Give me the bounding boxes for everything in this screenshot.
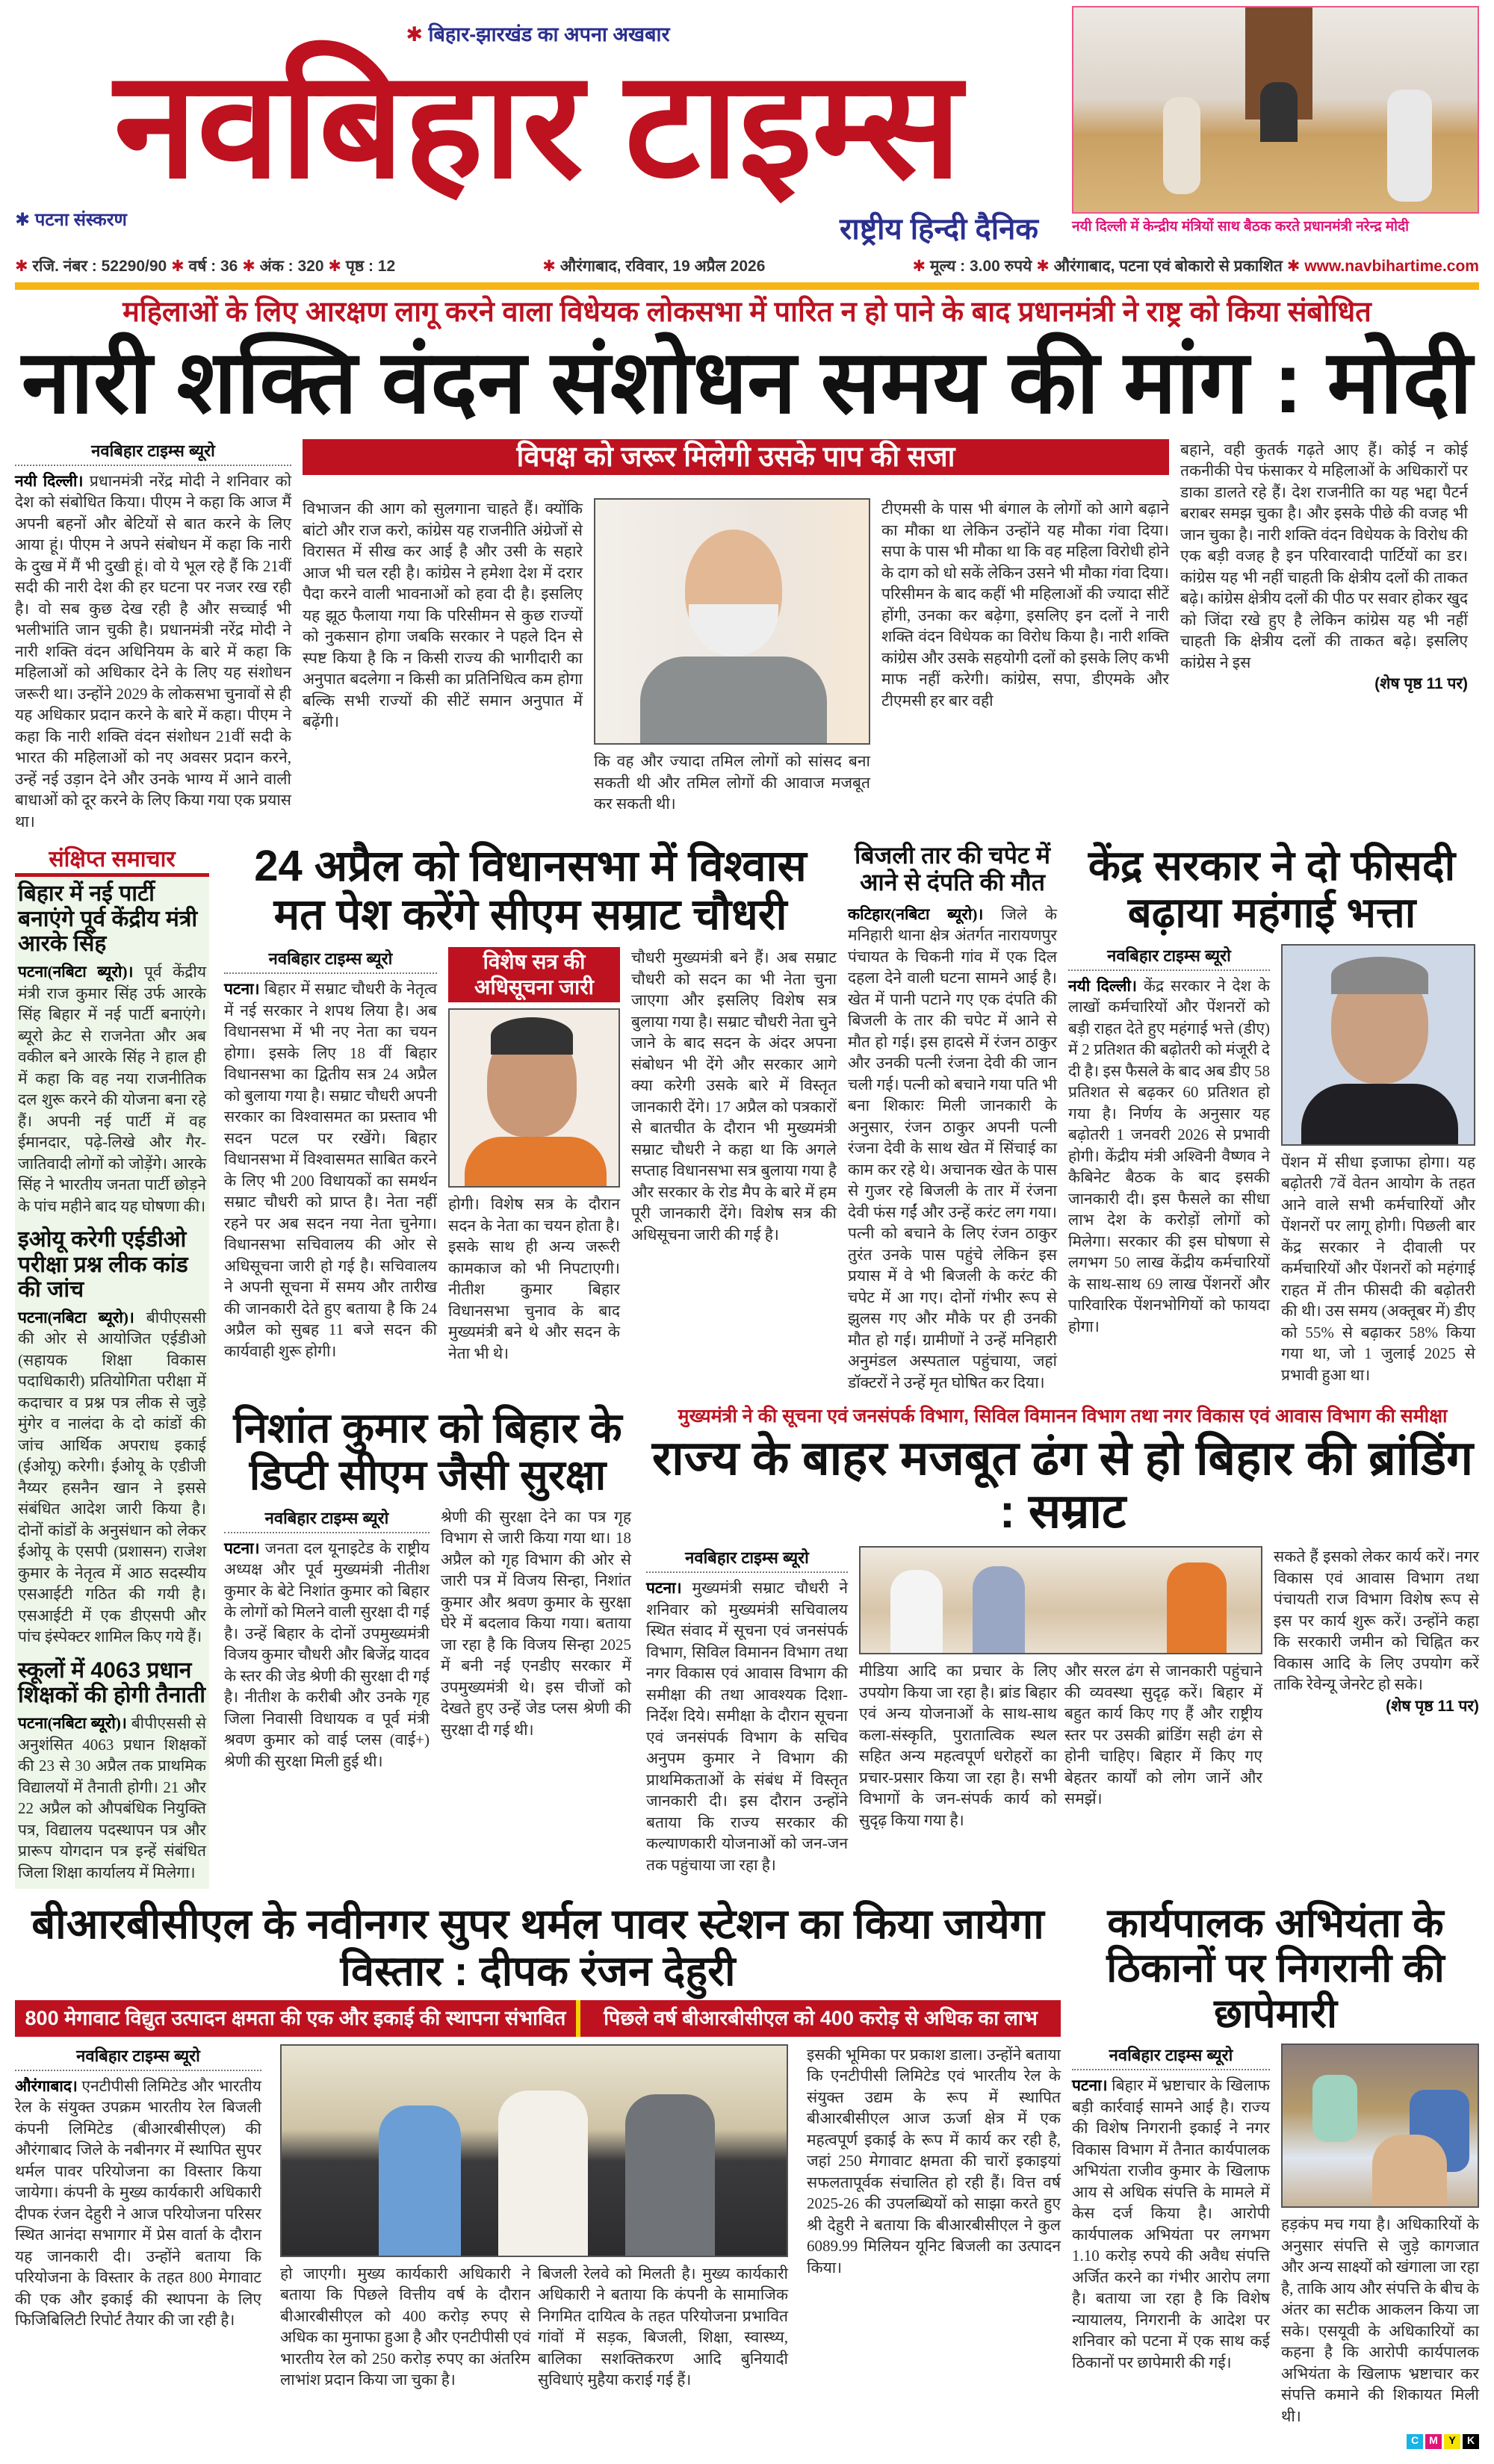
brbcl-col-1 (15, 2076, 261, 2331)
branding-columns (646, 1546, 1479, 1875)
press-conference-photo (280, 2044, 788, 2257)
briefs-sidebar (15, 842, 209, 1889)
pm-meeting-photo (1072, 6, 1479, 214)
da-col-1-wrap (1068, 944, 1270, 1338)
brbcl-bureau: नवबिहार टाइम्स ब्यूरो (15, 2044, 261, 2071)
assembly-col-3: चौधरी मुख्यमंत्री बने हैं। अब सम्राट चौधरी को सदन का भी नेता चुना जाएगा और इसलिए विशेष सत्र बुलाया गया है। सम्राट चौधरी नेता चुने जाने के बाद सदन के अंदर अपना संबोधन भी देंगे और सरकार आगे क्या करेगी उसके बारे में विस्तृत जानकारी देंगे। 17 अप्रैल को पत्रकारों से बातचीत के दौरान भी मुख्यमंत्री सम्राट चौधरी ने कहा था कि अगले सप्ताह विधानसभा सत्र बुलाया गया है और सरकार के रोड मैप के बारे में हम पूरी जानकारी देंगे। विशेष सत्र की अधिसूचना जारी की गई है। (631, 949, 837, 1244)
paper-type: राष्ट्रीय हिन्दी दैनिक (840, 213, 1038, 246)
raid-place: पटना। (1072, 2076, 1108, 2095)
info-row (15, 255, 1479, 276)
brbcl-place: औरंगाबाद। (15, 2076, 78, 2095)
lead-text: प्रधानमंत्री नरेंद्र मोदी ने शनिवार को देश को संबोधित किया। पीएम ने कहा कि आज मैं अपनी बहनों और बेटियों से बात करने के लिए आया हूं। पीएम ने अपने संबोधन में कहा कि नारी के दुख में मैं भी दुखी हूं। वो ये भूल रहे हैं कि 21वीं सदी की नारी देश की हर घटना पर नजर रख रही है। वो सब कुछ देख रही है और सच्चाई भी भलीभांति जान चुकी है। प्रधानमंत्री नरेंद्र मोदी ने नारी शक्ति वंदन अधिनियम के बारे में कहा कि महिलाओं को अधिकार देने के लिए यह संशोधन जरूरी था। उन्होंने 2029 के लोकसभा चुनावों से ही यह अधिकार प्रदान करने के बारे में कहा। पीएम ने कहा कि नारी शक्ति वंदन संशोधन 21वीं सदी के भारत की महिलाओं को नए अवसर प्रदान करने, उन्हें नई उड़ान देने और उनके भाग्य में आने वाली बाधाओं को दूर करने के लिए किया गया एक प्रयास था। (15, 471, 292, 831)
dateline-place: नयी दिल्ली। (15, 471, 84, 490)
branding-story (646, 1405, 1479, 1875)
brief-3-headline[interactable]: स्कूलों में 4063 प्रधान शिक्षकों की होगी तैनाती (18, 1657, 206, 1708)
cmyk-y: Y (1444, 2434, 1460, 2449)
masthead-subrow (15, 207, 1061, 248)
nishant-columns (224, 1506, 631, 1772)
branding-place: पटना। (646, 1579, 682, 1597)
brbcl-col-3: बिजली रेलवे को मिलती है। मुख्य कार्यकारी अधिकारी ने बताया कि कंपनी के सामाजिक निगमित दायित्व के तहत परियोजना प्रभावित गांवों में सड़क, बिजली, शिक्षा, स्वास्थ्य, बालिका सशक्तिकरण आदि बुनियादी सुविधाएं मुहैया कराई गई हैं। (538, 2264, 788, 2389)
nishant-col-1-wrap (224, 1506, 430, 1772)
info-group-right: ✱ मूल्य : 3.00 रुपये ✱ औरंगाबाद, पटना एवं बोकारो से प्रकाशित ✱ www.navbihartime.com (912, 258, 1479, 275)
branding-col-3: और सरल ढंग से जानकारी पहुंचाने की व्यवस्था सुदृढ़ करें। बिहार में बहुत कार्य किए गए हैं और राष्ट्रीय स्तर पर उसकी ब्रांडिंग सही ढंग से होनी चाहिए। बिहार में किए गए बेहतर कार्यों को लोग जानें और समझें। (1064, 1662, 1262, 1807)
da-columns (1068, 944, 1475, 1386)
da-bureau: नवबिहार टाइम्स ब्यूरो (1068, 944, 1270, 971)
assembly-text: बिहार में सम्राट चौधरी के नेतृत्व में नई सरकार ने शपथ लिया है। अब विधानसभा में भी नए नेता का चयन होगा। इसके लिए 18 वीं बिहार विधानसभा का द्वितीय सत्र 24 अप्रैल को बुलाया गया है। सम्राट चौधरी अपनी सरकार का विश्वासमत का प्रस्ताव भी सदन पटल पर रखेंगे। बिहार विधानसभा में विश्वासमत साबित करने के लिए भी 200 विधायकों का समर्थन सम्राट चौधरी को प्राप्त है। नेता नहीं रहने पर अब सदन नया नेता चुनेगा। विधानसभा सचिवालय की ओर से अधिसूचना जारी हो गई है। सचिवालय ने अपनी सूचना में समय और तारीख की जानकारी देते हुए बताया है कि 24 अप्रैल को सुबह 11 बजे सदन की कार्यवाही शुरू होगी। (224, 980, 438, 1360)
brief-3-body (18, 1713, 206, 1883)
middle-top-row (224, 842, 1479, 1393)
branding-middle (859, 1546, 1262, 1831)
brief-1-text: पूर्व केंद्रीय मंत्री राज कुमार सिंह उर्फ आरके सिंह बिहार में नई पार्टी बनाएंगे। ब्यूरो क्रेट से राजनेता और अब वकील बने आरके सिंह ने हाल ही में कहा कि वह नया राजनीतिक दल शुरू करने की योजना बना रहे हैं। अपनी नई पार्टी में वह ईमानदार, पढ़े-लिखे और गैर-जातिवादी लोगों को जोड़ेंगे। आरके सिंह ने भारतीय जनता पार्टी छोड़ने के पांच महीने बाद यह घोषणा की। (18, 963, 206, 1215)
brief-2-headline[interactable]: इओयू करेगी एईडीओ परीक्षा प्रश्न लीक कांड की जांच (18, 1227, 188, 1303)
tagline: ✱ बिहार-झारखंड का अपना अखबार (406, 23, 670, 46)
minister-photo (1281, 944, 1475, 1146)
da-place: नयी दिल्ली। (1068, 976, 1137, 995)
assembly-bureau: नवबिहार टाइम्स ब्यूरो (224, 947, 437, 974)
middle-section (15, 842, 1479, 1889)
brbcl-subbar (15, 2000, 1061, 2036)
nishant-col-1 (224, 1538, 430, 1772)
nishant-text: जनता दल यूनाइटेड के राष्ट्रीय अध्यक्ष और पूर्व मुख्यमंत्री नीतीश कुमार के बेटे निशांत कुमार को बिहार के लोगों को मिलने वाली सुरक्षा दी गई है। उन्हें बिहार के दोनों उपमुख्यमंत्री विजय कुमार चौधरी और बिजेंद्र यादव के स्तर की जेड श्रेणी की सुरक्षा दी गई है। नीतीश के करीबी और उनके गृह जिला निवासी विधायक व पूर्व मंत्री श्रवण कुमार को वाई प्लस (वाई+) श्रेणी की सुरक्षा मिली हुई थी। (224, 1539, 430, 1770)
edition-text: पटना संस्करण (34, 210, 127, 230)
year: वर्ष : 36 (188, 258, 238, 275)
lead-col-1 (15, 471, 291, 833)
brief-1-body (18, 961, 206, 1217)
nishant-headline[interactable]: निशांत कुमार को बिहार के डिप्टी सीएम जैसी सुरक्षा (233, 1404, 622, 1499)
raid-bureau: नवबिहार टाइम्स ब्यूरो (1072, 2043, 1270, 2070)
lead-headline[interactable]: नारी शक्ति वंदन संशोधन समय की मांग : मोदी (21, 332, 1472, 432)
brief-2-text: बीपीएससी की ओर से आयोजित एईडीओ (सहायक शिक्षा विकास पदाधिकारी) प्रतियोगिता परीक्षा में कदाचार व प्रश्न पत्र लीक से जुड़े मुंगेर व नालंदा के दो कांडों की जांच आर्थिक अपराध इकाई (ईओयू) करेगी। ईओयू के एडीजी नैय्यर हसनैन खान ने इससे संबंधित आदेश जारी किया है। दोनों कांडों के अनुसंधान को लेकर ईओयू के एसपी (प्रशासन) राजेश कुमार के नेतृत्व में आठ सदस्यीय एसआईटी गठित की गयी है। एसआईटी में एक डीएसपी और पांच इंस्पेक्टर शामिल किए गये हैं। (18, 1308, 206, 1646)
dateline: औरंगाबाद, रविवार, 19 अप्रैल 2026 (560, 258, 766, 275)
brbcl-sub-2: पिछले वर्ष बीआरबीसीएल को 400 करोड़ से अधिक का लाभ (580, 2000, 1061, 2036)
brbcl-col-1-wrap (15, 2044, 261, 2331)
brief-2-place: पटना(नबिटा ब्यूरो)। (18, 1308, 134, 1326)
nishant-bureau: नवबिहार टाइम्स ब्यूरो (224, 1506, 430, 1533)
lead-story (15, 439, 1479, 833)
branding-headline[interactable]: राज्य के बाहर मजबूत ढंग से हो बिहार की ब्रांडिंग : सम्राट (651, 1430, 1474, 1539)
branding-kicker: मुख्यमंत्री ने की सूचना एवं जनसंपर्क विभाग, सिविल विमानन विभाग तथा नगर विकास एवं आवास विभाग की समीक्षा (678, 1406, 1448, 1427)
branding-col-4-wrap (1274, 1546, 1479, 1716)
lead-col-2: विभाजन की आग को सुलगाना चाहते हैं। क्योंकि बांटो और राज करो, कांग्रेस यह राजनीति अंग्रेजों से विरासत में सीख कर आई है और उसी के सहारे आज भी चल रही है। कांग्रेस ने हमेशा देश में दरार पैदा करने वाली भावनाओं को हवा दी है। इसलिए यह झूठ फैलाया गया कि परिसीमन से कुछ राज्यों को नुकसान होगा जबकि सरकार ने पहले दिन से स्पष्ट किया है कि न किसी राज्य की भागीदारी का अनुपात बदलेगा न किसी का प्रतिनिधित्व कम होगा बल्कि सभी राज्यों की सीटें समान अनुपात में बढ़ेंगी। (303, 500, 583, 731)
brbcl-col-4: इसकी भूमिका पर प्रकाश डाला। उन्होंने बताया कि एनटीपीसी लिमिटेड एवं भारतीय रेल के संयुक्त उद्यम के रूप में स्थापित बीआरबीसीएल आज ऊर्जा क्षेत्र में एक महत्वपूर्ण इकाई के रूप में कार्य कर रही है, जहां 250 मेगावाट क्षमता की चारों इकाइयां सफलतापूर्वक संचालित हो रही हैं। वित्त वर्ष 2025-26 की उपलब्धियों को साझा करते हुए श्री देहुरी ने बताया कि बीआरबीसीएल ने कुल 6089.99 मिलियन यूनिट बिजली का उत्पादन किया। (807, 2045, 1061, 2277)
cmyk-marks (15, 2434, 1479, 2449)
edition: ✱ पटना संस्करण (15, 210, 127, 230)
electrocution-place: कटिहार(नबिटा ब्यूरो)। (848, 904, 984, 923)
branding-col-4: सकते हैं इसको लेकर कार्य करें। नगर विकास एवं आवास विभाग तथा पंचायती राज विभाग विशेष रूप से इस पर कार्य शुरू करें। उन्होंने कहा कि सरकारी जमीन को चिह्नित कर विकास आदि के लिए उपयोग करें ताकि रेवेन्यू जेनरेट हो सके। (1274, 1548, 1479, 1693)
assembly-col-2-wrap (448, 947, 620, 1364)
assembly-story (224, 842, 837, 1364)
published-from: औरंगाबाद, पटना एवं बोकारो से प्रकाशित (1053, 258, 1283, 275)
brbcl-headline[interactable]: बीआरबीसीएल के नवीनगर सुपर थर्मल पावर स्टेशन का किया जायेगा विस्तार : दीपक रंजन देहुरी (31, 1900, 1044, 1994)
assembly-headline[interactable]: 24 अप्रैल को विधानसभा में विश्वास मत पेश करेंगे सीएम सम्राट चौधरी (254, 842, 807, 940)
nishant-col-2: श्रेणी की सुरक्षा देने का पत्र गृह विभाग से जारी किया गया था। 18 अप्रैल को गृह विभाग की ओर से जारी पत्र में विजय सिन्हा, निशांत कुमार और श्रवण कुमार के सुरक्षा घेरे में बदलाव किया गया। बताया जा रहा है कि विजय सिन्हा 2025 में बनी नई एनडीए सरकार में उपमुख्यमंत्री थे। इस चीजों को देखते हुए उन्हें जेड प्लस श्रेणी की सुरक्षा दी गई थी। (441, 1507, 631, 1739)
assembly-col-1 (224, 978, 437, 1362)
cmyk-m: M (1425, 2434, 1442, 2449)
modi-photo (594, 498, 870, 745)
lead-photo-wrap (594, 498, 870, 815)
raid-col-2-wrap (1281, 2043, 1479, 2427)
nishant-story (224, 1405, 631, 1772)
branding-continued[interactable]: (शेष पृष्ठ 11 पर) (1386, 1697, 1479, 1715)
raid-story (1072, 1901, 1479, 2427)
da-text: केंद्र सरकार ने देश के लाखों कर्मचारियों और पेंशनरों को बड़ी राहत देते हुए महंगाई भत्ते (डीए) में 2 प्रतिशत की बढ़ोतरी को मंजूरी दे दी है। इस फैसले के बाद अब डीए 58 प्रतिशत से बढ़कर 60 प्रतिशत हो गया है। निर्णय के अनुसार यह बढ़ोतरी 1 जनवरी 2026 से प्रभावी होगी। केंद्रीय मंत्री अश्विनी वैष्णव ने कैबिनेट बैठक के बाद इसकी जानकारी दी। इस फैसले का सीधा लाभ देश के करोड़ों लोगों को मिलेगा। सरकार की इस घोषणा से लगभग 50 लाख केंद्रीय कर्मचारियों के साथ-साथ 69 लाख पेंशनरों और पारिवारिक पेंशनभोगियों को फायदा होगा। (1068, 976, 1270, 1335)
info-group-left: ✱ रजि. नंबर : 52290/90 ✱ वर्ष : 36 ✱ अंक : 320 ✱ पृष्ठ : 12 (15, 258, 396, 275)
middle-right (224, 842, 1479, 1889)
lead-col-3: टीएमसी के पास भी बंगाल के लोगों को आगे बढ़ाने का मौका था लेकिन उन्होंने यह मौका गंवा दिया। सपा के पास भी मौका था कि वह महिला विरोधी होने के दाग को धो सकें लेकिन उसने भी मौका गंवा दिया। परिसीमन के बाद कहीं भी महिलाओं की ज्यादा सीटें होंगी, उनका कर बढ़ेगा, इसलिए इन दलों ने नारी शक्ति वंदन विधेयक का विरोध किया है। नारी शक्ति कांग्रेस और उसके सहयोगी दलों को इसके लिए कभी माफ नहीं करेगी। कांग्रेस, सपा, डीएमके और टीएमसी हर बार वही (881, 500, 1169, 710)
brbcl-sub-1: 800 मेगावाट विद्युत उत्पादन क्षमता की एक और इकाई की स्थापना संभावित (15, 2000, 580, 2036)
brief-1-place: पटना(नबिटा ब्यूरो)। (18, 963, 134, 981)
branding-middle-columns (859, 1660, 1262, 1831)
branding-text: मुख्यमंत्री सम्राट चौधरी ने शनिवार को मुख्यमंत्री सचिवालय स्थित संवाद में सूचना एवं जनसंपर्क विभाग, सिविल विमानन विभाग तथा नगर विकास एवं आवास विभाग की समीक्षा की तथा आवश्यक दिशा-निर्देश दिये। समीक्षा के दौरान सूचना एवं जनसंपर्क विभाग के सचिव अनुपम कुमार ने विभाग की प्राथमिकताओं के संबंध में विस्तृत जानकारी दी। इस दौरान उन्होंने बताया कि राज्य सरकार की कल्याणकारी योजनाओं को जन-जन तक पहुंचाया जा रहा है। (646, 1579, 849, 1874)
assembly-redbox: विशेष सत्र की अधिसूचना जारी (448, 947, 620, 1002)
review-meeting-photo (859, 1546, 1262, 1654)
brbcl-text: एनटीपीसी लिमिटेड और भारतीय रेल के संयुक्त उपक्रम भारतीय रेल बिजली कंपनी लिमिटेड (बीआरबीसीएल) की औरंगाबाद जिले के नबीनगर में स्थापित सुपर थर्मल पावर परियोजना का विस्तार किया जायेगा। कंपनी के मुख्य कार्यकारी अधिकारी दीपक रंजन देहुरी ने आज परियोजना परिसर स्थित आनंदा सभागार में प्रेस वार्ता के दौरान यह जानकारी दी। उन्होंने बताया कि परियोजना के विस्तार के तहत 800 मेगावाट की एक और इकाई की स्थापना के लिए फिजिबिलिटी रिपोर्ट तैयार की जा रही है। (15, 2076, 261, 2330)
da-col-1 (1068, 975, 1270, 1338)
raid-col-2: हड़कंप मच गया है। अधिकारियों के अनुसार संपत्ति से जुड़े कागजात और अन्य साक्ष्यों को खंगाला जा रहा है, ताकि आय और संपत्ति के बीच के अंतर का सटीक आकलन किया जा सके। एसयूवी के अधिकारियों का कहना है कि आरोपी कार्यपालक अभियंता के खिलाफ भ्रष्टाचार कर संपत्ति कमाने की शिकायत मिली थी। (1281, 2215, 1479, 2425)
raid-col-1 (1072, 2075, 1270, 2373)
samrat-choudhary-photo (448, 1008, 620, 1188)
lead-banner: विपक्ष को जरूर मिलेगी उसके पाप की सजा (303, 439, 1169, 475)
cmyk-k: K (1463, 2434, 1479, 2449)
issue: अंक : 320 (259, 258, 324, 275)
branding-col-1-wrap (646, 1546, 848, 1875)
masthead (15, 6, 1479, 248)
branding-col-2: मीडिया आदि का प्रचार के लिए उपयोग किया जा रहा है। ब्रांड बिहार एवं अन्य योजनाओं के साथ-साथ कला-संस्कृति, पुरातात्विक स्थल सहित अन्य महत्वपूर्ण धरोहरों का प्रचार-प्रसार किया जा रहा है। सभी विभागों के जन-संपर्क कार्य को सुदृढ़ किया गया है। (859, 1662, 1057, 1829)
raid-photo (1281, 2043, 1479, 2208)
tagline-text: बिहार-झारखंड का अपना अखबार (428, 23, 670, 46)
electrocution-text: जिले के मनिहारी थाना क्षेत्र अंतर्गत नारायणपुर पंचायत के चिकनी गांव में एक दिल दहला देने वाली घटना सामने आई है। खेत में पानी पटाने गए एक दंपति की बिजली के तार की चपेट में आने से मौत हो गई। इस हादसे में रंजन ठाकुर और उनकी पत्नी रंजना देवी की जान चली गई। पत्नी को बचाने गया पति भी बना शिकारः मिली जानकारी के अनुसार, रंजन ठाकुर अपनी पत्नी रंजना देवी के साथ खेत में सिंचाई का काम कर रहे थे। अचानक खेत के पास से गुजर रहे बिजली के तार में रंजना देवी फंस गईं और उन्हें करंट लग गया। पत्नी को बचाने के लिए रंजन ठाकुर तुरंत उनके पास पहुंचे लेकिन इस प्रयास में वे भी बिजली के करंट की चपेट में आ गए। दोनों गंभीर रूप से झुलस गए और मौके पर ही उनकी मौत हो गई। ग्रामीणों ने उन्हें मनिहारी अनुमंडल अस्पताल पहुंचाया, जहां डॉक्टरों ने उन्हें मृत घोषित कर दिया। (848, 904, 1057, 1391)
da-headline[interactable]: केंद्र सरकार ने दो फीसदी बढ़ाया महंगाई भत्ता (1088, 842, 1456, 936)
da-col-2: पेंशन में सीधा इजाफा होगा। यह बढ़ोतरी 7वें वेतन आयोग के तहत आने वाले सभी कर्मचारियों और पेंशनरों पर लागू होगी। पिछली बार केंद्र सरकार ने दीवाली पर कर्मचारियों और पेंशनरों को महंगाई राहत में तीन फीसदी की बढ़ोतरी की थी। उस समय (अक्तूबर में) डीए को 55% से बढ़ाकर 58% किया गया था, जो 1 जुलाई 2025 से प्रभावी हुआ था। (1281, 1152, 1475, 1384)
branding-col-1 (646, 1577, 848, 1875)
brief-3-text: बीपीएससी से अनुशंसित 4063 प्रधान शिक्षकों की 23 से 30 अप्रैल तक प्राथमिक विद्यालयों में तैनाती होगी। 21 और 22 अप्रैल को औपबंधिक नियुक्ति पत्र, विद्यालय पदस्थापन पत्र और प्रारूप योगदान पत्र इन्हें संबंधित जिला शिक्षा कार्यालय में मिलेगा। (18, 1714, 207, 1881)
website-link[interactable]: www.navbihartime.com (1304, 258, 1479, 275)
yellow-rule (15, 282, 1479, 290)
raid-text: बिहार में भ्रष्टाचार के खिलाफ बड़ी कार्रवाई सामने आई है। राज्य की विशेष निगरानी इकाई ने नगर विकास विभाग में तैनात कार्यपालक अभियंता राजीव कुमार के खिलाफ आय से अधिक संपत्ति के मामले में केस दर्ज किया है। आरोपी कार्यपालक अभियंता पर लगभग 1.10 करोड़ रुपये की अवैध संपत्ति अर्जित करने का गंभीर आरोप लगा है। बताया जा रहा है कि विशेष न्यायालय, निगरानी के आदेश पर शनिवार को पटना में एक साथ कई ठिकानों पर छापेमारी की गई। (1072, 2076, 1270, 2371)
branding-bureau: नवबिहार टाइम्स ब्यूरो (646, 1546, 848, 1573)
assembly-col-2: होगी। विशेष सत्र के दौरान सदन के नेता का चयन होता है। इसके साथ ही अन्य जरूरी कामकाज को भी निपटाएगी। नीतीश कुमार बिहार विधानसभा चुनाव के बाद मुख्यमंत्री बने थे और सदन के नेता भी थे। (448, 1195, 620, 1362)
electrocution-story (848, 842, 1057, 1393)
brbcl-middle (280, 2044, 788, 2391)
reg-number: रजि. नंबर : 52290/90 (32, 258, 167, 275)
electrocution-body (848, 904, 1057, 1394)
info-group-center: ✱ औरंगाबाद, रविवार, 19 अप्रैल 2026 (542, 258, 766, 275)
masthead-logo[interactable]: नवबिहार टाइम्स (114, 42, 962, 208)
brbcl-col-2: हो जाएगी। मुख्य कार्यकारी अधिकारी ने बताया कि पिछले वित्तीय वर्ष के दौरान बीआरबीसीएल को 400 करोड़ रुपए से अधिक का मुनाफा हुआ है और एनटीपीसी एवं भारतीय रेल को 250 करोड़ रुपए का अंतरिम लाभांश प्रदान किया जा चुका है। (280, 2264, 530, 2389)
da-story (1068, 842, 1475, 1385)
masthead-left (15, 6, 1061, 248)
electrocution-headline[interactable]: बिजली तार की चपेट में आने से दंपति की मौत (854, 842, 1051, 896)
lead-photo-caption: कि वह और ज्यादा तमिल लोगों को सांसद बना सकती थी और तमिल लोगों की आवाज मजबूत कर सकती थी। (594, 752, 870, 813)
pages: पृष्ठ : 12 (345, 258, 396, 275)
lead-kicker: महिलाओं के लिए आरक्षण लागू करने वाला विधेयक लोकसभा में पारित न हो पाने के बाद प्रधानमंत्री ने राष्ट्र को किया संबोधित (123, 297, 1371, 328)
brbcl-columns (15, 2044, 1061, 2391)
brief-2-body (18, 1307, 206, 1648)
lead-bureau: नवबिहार टाइम्स ब्यूरो (15, 439, 291, 466)
photo-caption: नयी दिल्ली में केन्द्रीय मंत्रियों साथ बैठक करते प्रधानमंत्री नरेन्द्र मोदी (1072, 219, 1410, 235)
briefs-title: संक्षिप्त समाचार (15, 842, 209, 877)
lead-col-4-wrap (1180, 439, 1468, 695)
cmyk-c: C (1407, 2434, 1423, 2449)
brbcl-story (15, 1901, 1061, 2391)
assembly-columns (224, 947, 837, 1364)
lead-continued[interactable]: (शेष पृष्ठ 11 पर) (1374, 675, 1468, 693)
da-col-2-wrap (1281, 944, 1475, 1386)
assembly-col-1-wrap (224, 947, 437, 1362)
brbcl-middle-columns (280, 2263, 788, 2391)
raid-columns (1072, 2043, 1479, 2427)
middle-bottom-row (224, 1405, 1479, 1875)
assembly-place: पटना। (224, 980, 260, 999)
brief-3-place: पटना(नबिटा ब्यूरो)। (18, 1714, 127, 1732)
nishant-place: पटना। (224, 1539, 260, 1557)
lead-col-4: बहाने, वही कुतर्क गढ़ते आए हैं। कोई न कोई तकनीकी पेच फंसाकर ये महिलाओं के अधिकारों पर डाका डालते रहे हैं। देश राजनीति का यह भद्दा पैटर्न बराबर समझ चुका है। और इसके पीछे की वजह भी जान चुका है। नारी शक्ति वंदन विधेयक के विरोध की एक बड़ी वजह है इन परिवारवादी पार्टियों का डर। कांग्रेस यह भी नहीं चाहती कि क्षेत्रीय दलों की ताकत बढ़े। कांग्रेस क्षेत्रीय दलों की पीठ पर सवार होकर खुद को जिंदा रखे हुए है लेकिन कांग्रेस यह भी नहीं चाहती कि क्षेत्रीय दलों की ताकत बढ़े। इसलिए कांग्रेस ने इस (1180, 440, 1468, 671)
brief-1-headline[interactable]: बिहार में नई पार्टी बनाएंगे पूर्व केंद्रीय मंत्री आरके सिंह (18, 881, 198, 957)
bottom-section (15, 1901, 1479, 2427)
price: मूल्य : 3.00 रुपये (929, 258, 1032, 275)
lead-col-1-wrap (15, 439, 291, 833)
raid-headline[interactable]: कार्यपालक अभियंता के ठिकानों पर निगरानी की छापेमारी (1106, 1901, 1445, 2036)
masthead-right (1072, 6, 1479, 236)
raid-col-1-wrap (1072, 2043, 1270, 2373)
